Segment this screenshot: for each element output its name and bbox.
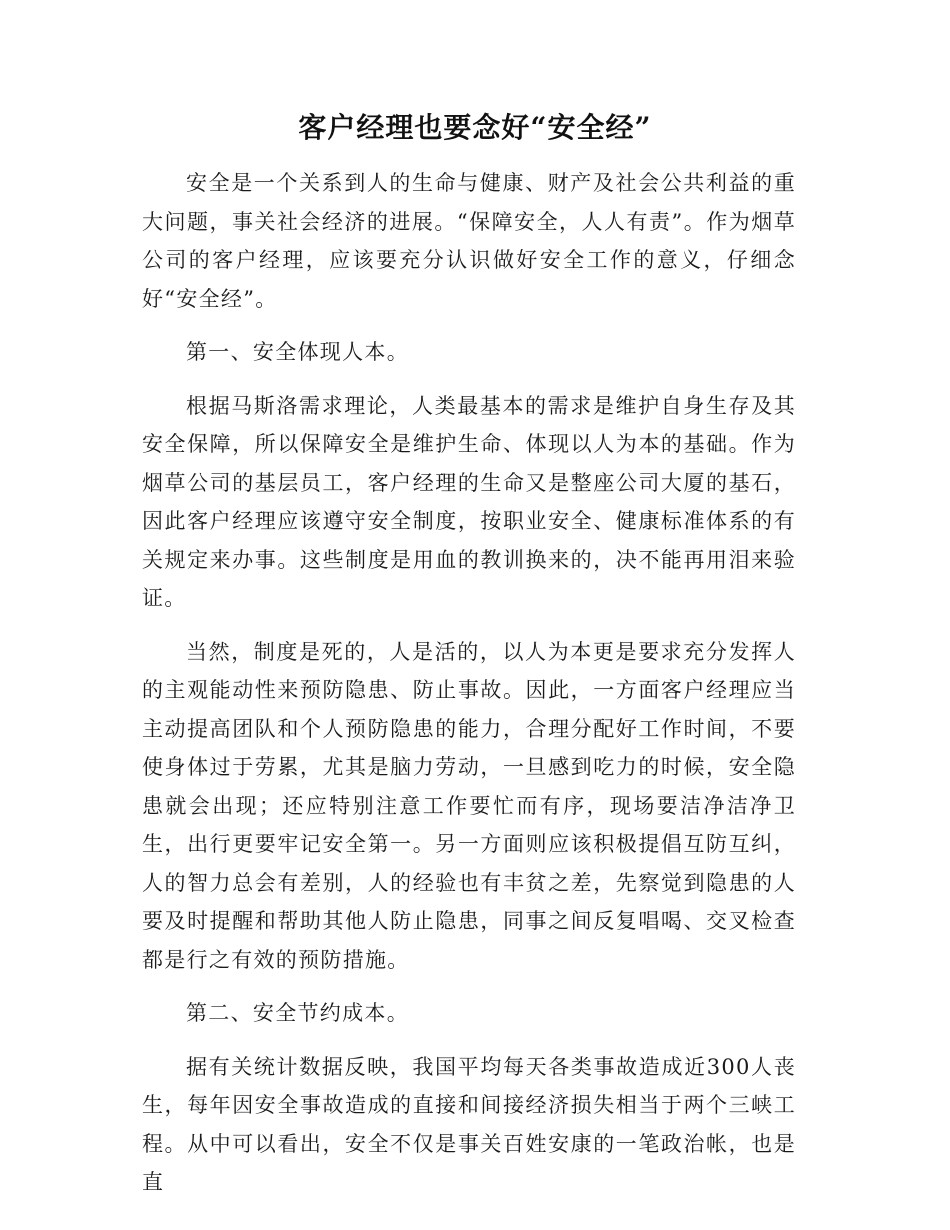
paragraph-statistics: 据有关统计数据反映，我国平均每天各类事故造成近300人丧生，每年因安全事故造成的直接和间接经济损失相当于两个三峡工程。从中可以看出，安全不仅是事关百姓安康的一笔政治帐，也是直 [142, 1054, 796, 1194]
document-body [142, 164, 796, 1202]
paragraph-intro: 安全是一个关系到人的生命与健康、财产及社会公共利益的重大问题，事关社会经济的进展。“保障安全，人人有责”。作为烟草公司的客户经理，应该要充分认识做好安全工作的意义，仔细念好“安全经”。 [142, 171, 796, 311]
document-title: 客户经理也要念好“安全经” [298, 111, 652, 144]
paragraph-heading-second: 第二、安全节约成本。 [186, 1001, 409, 1025]
paragraph-heading-first: 第一、安全体现人本。 [186, 340, 409, 364]
paragraph-prevention: 当然，制度是死的，人是活的，以人为本更是要求充分发挥人的主观能动性来预防隐患、防止事故。因此，一方面客户经理应当主动提高团队和个人预防隐患的能力，合理分配好工作时间，不要使身体过于劳累，尤其是脑力劳动，一旦感到吃力的时候，安全隐患就会出现；还应特别注意工作要忙而有序，现场要洁净洁净卫生，出行更要牢记安全第一。另一方面则应该积极提倡互防互纠，人的智力总会有差别，人的经验也有丰贫之差，先察觉到隐患的人要及时提醒和帮助其他人防止隐患，同事之间反复唱喝、交叉检查都是行之有效的预防措施。 [142, 639, 796, 972]
paragraph-maslow: 根据马斯洛需求理论，人类最基本的需求是维护自身生存及其安全保障，所以保障安全是维护生命、体现以人为本的基础。作为烟草公司的基层员工，客户经理的生命又是整座公司大厦的基石，因此客户经理应该遵守安全制度，按职业安全、健康标准体系的有关规定来办事。这些制度是用血的教训换来的，决不能再用泪来验证。 [142, 393, 796, 610]
